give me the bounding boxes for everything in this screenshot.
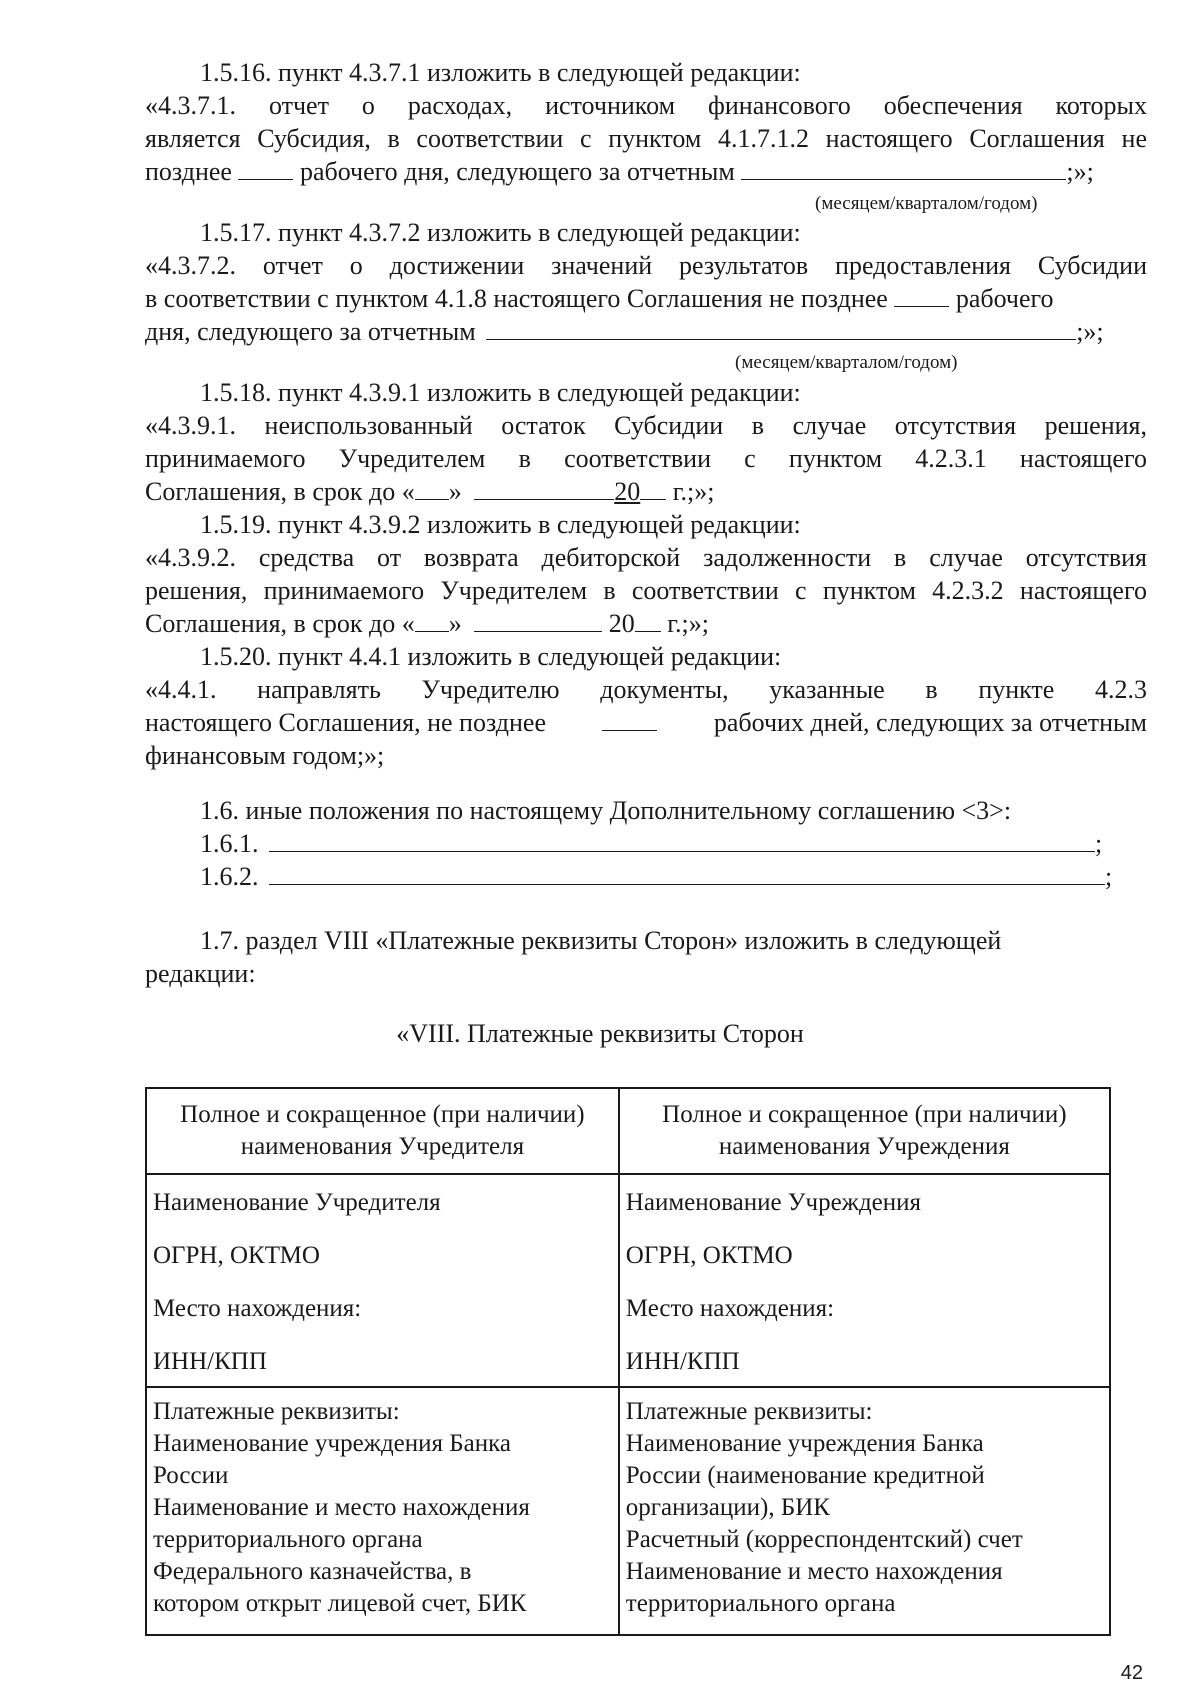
text-fragment: дня, следующего за отчетным: [145, 317, 476, 346]
cell-line: Место нахождения:: [153, 1295, 362, 1322]
blank-field: [474, 477, 614, 500]
text-fragment: в соответствии с пунктом 4.1.8 настоящего Соглашения не позднее: [145, 284, 888, 313]
clause-1-5-16: 1.5.16. пункт 4.3.7.1 изложить в следующей редакции:: [200, 58, 801, 87]
blank-field: [894, 284, 949, 307]
cell-line: территориального органа: [153, 1526, 423, 1553]
text-fragment: 1.6.1.: [200, 829, 259, 858]
text-fragment: рабочего: [955, 284, 1054, 313]
blank-field: [602, 708, 657, 731]
clause-4-3-7-2-line: «4.3.7.2. отчет о достижении значений результатов предоставления Субсидии: [145, 251, 1147, 280]
clause-1-7-line: 1.7. раздел VIII «Платежные реквизиты Сторон» изложить в следующей: [200, 926, 1002, 955]
blank-field: [640, 477, 666, 500]
clause-1-5-19: 1.5.19. пункт 4.3.9.2 изложить в следующей редакции:: [200, 510, 801, 539]
cell-line: Место нахождения:: [625, 1295, 835, 1322]
cell-line: Расчетный (корреспондентский) счет: [625, 1526, 1023, 1553]
clause-4-3-7-2-line: [145, 317, 1104, 347]
clause-1-6: 1.6. иные положения по настоящему Дополнительному соглашению <3>:: [200, 796, 1012, 825]
text-fragment: »: [448, 477, 462, 506]
blank-field: [415, 609, 449, 632]
clause-4-3-9-1-line: [145, 477, 714, 507]
text-fragment: ;»;: [1076, 317, 1104, 346]
cell-line: Платежные реквизиты:: [153, 1398, 400, 1425]
table-row: [146, 1174, 1110, 1387]
clause-4-3-7-1-line: «4.3.7.1. отчет о расходах, источником финансового обеспечения которых: [145, 91, 1147, 120]
cell-line: территориального органа: [625, 1590, 896, 1617]
blank-field: [474, 609, 602, 632]
text-fragment: рабочего дня, следующего за отчетным: [299, 157, 735, 186]
cell-line: ИНН/КПП: [153, 1348, 267, 1375]
header-line: Полное и сокращенное (при наличии): [662, 1101, 1067, 1128]
institution-payment-cell: [619, 1387, 1110, 1635]
text-fragment: г.;»;: [672, 477, 715, 506]
text-fragment: 1.6.2.: [200, 862, 259, 891]
founder-details-cell: [146, 1174, 619, 1387]
clause-4-3-7-2-line: [145, 284, 1054, 314]
clause-1-7-line: редакции:: [145, 959, 256, 988]
table-header-row: [146, 1088, 1110, 1174]
clause-4-3-9-2-line: [145, 609, 709, 639]
header-line: наименования Учредителя: [240, 1133, 525, 1160]
clause-4-4-1-line: «4.4.1. направлять Учредителю документы, указанные в пункте 4.2.3: [145, 675, 1147, 704]
cell-line: Платежные реквизиты:: [625, 1398, 873, 1425]
cell-line: Наименование учреждения Банка: [153, 1430, 511, 1457]
cell-line: Наименование Учредителя: [153, 1189, 441, 1216]
cell-line: организации), БИК: [625, 1494, 830, 1521]
clause-1-6-1: [200, 829, 1102, 859]
blank-field: [635, 609, 661, 632]
text-fragment: настоящего Соглашения, не позднее: [145, 708, 546, 737]
cell-line: России: [153, 1462, 229, 1489]
blank-field: [486, 317, 1076, 340]
founder-payment-cell: [146, 1387, 619, 1635]
cell-line: ОГРН, ОКТМО: [625, 1242, 793, 1269]
header-cell-institution: [619, 1088, 1110, 1174]
clause-4-4-1-line: финансовым годом;»;: [145, 741, 385, 770]
header-cell-founder: [146, 1088, 619, 1174]
table-row: [146, 1387, 1110, 1635]
clause-4-3-7-1-line: [145, 157, 1094, 187]
requisites-table: [145, 1087, 1111, 1636]
blank-field: [269, 862, 1105, 885]
section-title: «VIII. Платежные реквизиты Сторон: [396, 1019, 804, 1048]
text-fragment: 20: [608, 609, 635, 638]
text-fragment: ;»;: [1066, 157, 1094, 186]
text-fragment: 20: [614, 477, 641, 506]
cell-line: ИНН/КПП: [625, 1348, 740, 1375]
cell-line: котором открыт лицевой счет, БИК: [153, 1590, 527, 1617]
header-line: Полное и сокращенное (при наличии): [180, 1101, 585, 1128]
clause-1-5-20: 1.5.20. пункт 4.4.1 изложить в следующей редакции:: [200, 642, 782, 671]
blank-field: [741, 157, 1066, 180]
text-fragment: »: [448, 609, 462, 638]
page-number: 42: [1120, 1662, 1143, 1684]
blank-field: [415, 477, 449, 500]
cell-line: Наименование и место нахождения: [153, 1494, 530, 1521]
text-fragment: позднее: [145, 157, 232, 186]
cell-line: Наименование учреждения Банка: [625, 1430, 984, 1457]
clause-4-3-9-2-line: «4.3.9.2. средства от возврата дебиторской задолженности в случае отсутствия: [145, 543, 1147, 572]
field-hint: (месяцем/кварталом/годом): [815, 193, 1038, 214]
text-fragment: ;: [1095, 829, 1103, 858]
clause-4-3-9-1-line: принимаемого Учредителем в соответствии с пунктом 4.2.3.1 настоящего: [145, 444, 1147, 473]
clause-1-6-2: [200, 862, 1112, 892]
cell-line: Наименование Учреждения: [625, 1189, 922, 1216]
clause-1-5-17: 1.5.17. пункт 4.3.7.2 изложить в следующей редакции:: [200, 218, 801, 247]
header-line: наименования Учреждения: [718, 1133, 1010, 1160]
clause-4-3-7-1-line: является Субсидия, в соответствии с пунктом 4.1.7.1.2 настоящего Соглашения не: [145, 124, 1147, 153]
text-fragment: г.;»;: [667, 609, 709, 638]
cell-line: Федерального казначейства, в: [153, 1558, 472, 1585]
cell-line: России (наименование кредитной: [625, 1462, 985, 1489]
clause-4-4-1-line: [145, 708, 1147, 738]
text-fragment: рабочих дней, следующих за отчетным: [713, 708, 1147, 737]
text-fragment: Соглашения, в срок до «: [145, 477, 415, 506]
cell-line: Наименование и место нахождения: [625, 1558, 1003, 1585]
field-hint: (месяцем/кварталом/годом): [735, 352, 958, 373]
cell-line: ОГРН, ОКТМО: [153, 1242, 320, 1269]
clause-4-3-9-1-line: «4.3.9.1. неиспользованный остаток Субсидии в случае отсутствия решения,: [145, 411, 1147, 440]
clause-4-3-9-2-line: решения, принимаемого Учредителем в соответствии с пунктом 4.2.3.2 настоящего: [145, 576, 1147, 605]
blank-field: [238, 157, 293, 180]
text-fragment: Соглашения, в срок до «: [145, 609, 415, 638]
clause-1-5-18: 1.5.18. пункт 4.3.9.1 изложить в следующей редакции:: [200, 378, 801, 407]
institution-details-cell: [619, 1174, 1110, 1387]
blank-field: [269, 829, 1095, 852]
text-fragment: ;: [1105, 862, 1113, 891]
